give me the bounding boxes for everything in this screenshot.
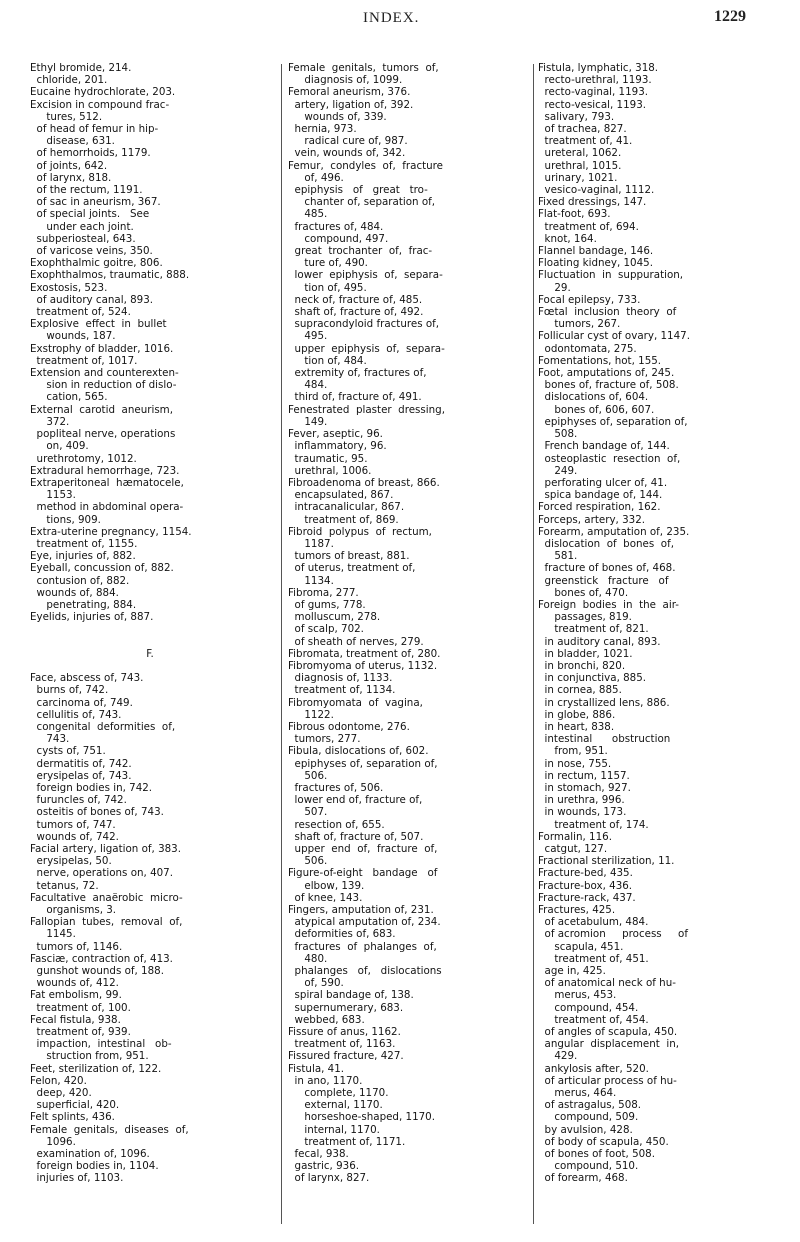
- index-entry: Fixed dressings, 147.: [538, 196, 647, 209]
- index-entry: [30, 636, 270, 648]
- index-entry: Extraperitoneal hæmatocele,: [30, 476, 184, 489]
- index-entry: 1153.: [30, 489, 76, 502]
- index-entry: internal, 1170.: [288, 1123, 380, 1136]
- index-entry: in bladder, 1021.: [538, 647, 633, 660]
- index-entry: Exstrophy of bladder, 1016.: [30, 342, 174, 355]
- index-entry: compound, 509.: [538, 1111, 639, 1124]
- index-entry: tumors of breast, 881.: [288, 550, 410, 563]
- index-entry: method in abdominal opera-: [30, 501, 184, 514]
- index-entry: treatment of, 100.: [30, 1001, 131, 1014]
- index-entry: of acromion process of: [538, 928, 688, 941]
- index-entry: 480.: [288, 952, 328, 965]
- index-entry: Fingers, amputation of, 231.: [288, 904, 434, 917]
- index-entry: of, 590.: [288, 977, 344, 990]
- index-entry: Focal epilepsy, 733.: [538, 293, 641, 306]
- index-entry: passages, 819.: [538, 611, 632, 624]
- index-entry: knot, 164.: [538, 232, 597, 245]
- index-entry: 372.: [30, 415, 70, 428]
- index-entry: tetanus, 72.: [30, 879, 99, 892]
- index-entry: burns of, 742.: [30, 684, 109, 697]
- index-entry: gastric, 936.: [288, 1160, 360, 1173]
- index-entry: in crystallized lens, 886.: [538, 696, 670, 709]
- index-entry: 506.: [288, 769, 328, 782]
- index-entry: Feet, sterilization of, 122.: [30, 1062, 162, 1075]
- index-entry: treatment of, 1134.: [288, 684, 396, 697]
- index-entry: urethral, 1015.: [538, 159, 622, 172]
- index-entry: 249.: [538, 464, 578, 477]
- index-entry: Facial artery, ligation of, 383.: [30, 842, 182, 855]
- index-entry: diagnosis of, 1133.: [288, 672, 393, 685]
- index-entry: salivary, 793.: [538, 110, 615, 123]
- index-entry: of astragalus, 508.: [538, 1099, 642, 1112]
- index-entry: 429.: [538, 1050, 578, 1063]
- index-entry: urinary, 1021.: [538, 171, 618, 184]
- index-entry: treatment of, 174.: [538, 818, 649, 831]
- index-entry: intestinal obstruction: [538, 733, 671, 746]
- index-entry: Fibroadenoma of breast, 866.: [288, 476, 440, 489]
- index-entry: 484.: [288, 379, 328, 392]
- index-entry: Female genitals, diseases of,: [30, 1123, 189, 1136]
- index-entry: vesico-vaginal, 1112.: [538, 184, 655, 197]
- index-entry: Follicular cyst of ovary, 1147.: [538, 330, 690, 343]
- index-entry: recto-vesical, 1193.: [538, 98, 647, 111]
- index-entry: atypical amputation of, 234.: [288, 916, 441, 929]
- index-entry: from, 951.: [538, 745, 608, 758]
- index-entry: fractures of, 506.: [288, 781, 384, 794]
- index-entry: Fomentations, hot, 155.: [538, 354, 662, 367]
- index-entry: tions, 909.: [30, 513, 101, 526]
- index-entry: External carotid aneurism,: [30, 403, 173, 416]
- index-entry: Forearm, amputation of, 235.: [538, 525, 690, 538]
- index-entry: of larynx, 827.: [288, 1172, 370, 1185]
- index-entry: treatment of, 454.: [538, 1013, 649, 1026]
- index-entry: of joints, 642.: [30, 159, 108, 172]
- index-entry: treatment of, 1017.: [30, 354, 138, 367]
- index-entry: 581.: [538, 550, 578, 563]
- index-entry: cellulitis of, 743.: [30, 708, 122, 721]
- index-entry: angular displacement in,: [538, 1038, 679, 1051]
- index-entry: of hemorrhoids, 1179.: [30, 147, 151, 160]
- index-entry: of varicose veins, 350.: [30, 245, 153, 258]
- index-entry: Forceps, artery, 332.: [538, 513, 646, 526]
- index-entry: Formalin, 116.: [538, 830, 612, 843]
- index-entry: Extradural hemorrhage, 723.: [30, 464, 180, 477]
- index-entry: dermatitis of, 742.: [30, 757, 132, 770]
- index-entry: [30, 623, 270, 635]
- index-entry: Fistula, lymphatic, 318.: [538, 62, 659, 74]
- index-entry: Fat embolism, 99.: [30, 989, 122, 1002]
- index-entry: elbow, 139.: [288, 879, 365, 892]
- index-entry: dislocation of bones of,: [538, 537, 674, 550]
- index-entry: epiphyses of, separation of,: [538, 415, 688, 428]
- index-entry: 508.: [538, 428, 578, 441]
- index-entry: in wounds, 173.: [538, 806, 627, 819]
- index-entry: nerve, operations on, 407.: [30, 867, 173, 880]
- index-entry: in urethra, 996.: [538, 794, 625, 807]
- index-entry: of uterus, treatment of,: [288, 562, 416, 575]
- index-entry: treatment of, 939.: [30, 1026, 131, 1038]
- index-entry: of larynx, 818.: [30, 171, 112, 184]
- index-entry: 149.: [288, 415, 328, 428]
- index-entry: epiphyses of, separation of,: [288, 757, 438, 770]
- index-entry: cysts of, 751.: [30, 745, 106, 758]
- index-entry: shaft of, fracture of, 507.: [288, 830, 424, 843]
- index-entry: in nose, 755.: [538, 757, 612, 770]
- index-entry: of the rectum, 1191.: [30, 184, 143, 197]
- index-entry: Fibromyoma of uterus, 1132.: [288, 659, 438, 672]
- index-entry: tumors, 267.: [538, 318, 621, 331]
- index-entry: ankylosis after, 520.: [538, 1062, 649, 1075]
- index-entry: of special joints. See: [30, 208, 150, 221]
- index-entry: Flat-foot, 693.: [538, 208, 611, 221]
- index-entry: Eyeball, concussion of, 882.: [30, 562, 174, 575]
- index-entry: Fibromyomata of vagina,: [288, 696, 423, 709]
- index-entry: Ethyl bromide, 214.: [30, 62, 132, 74]
- index-entry: tumors of, 1146.: [30, 940, 123, 953]
- index-entry: odontomata, 275.: [538, 342, 637, 355]
- index-entry: foreign bodies in, 742.: [30, 781, 153, 794]
- index-column-1: [30, 62, 270, 1185]
- index-entry: Figure-of-eight bandage of: [288, 867, 438, 880]
- index-entry: traumatic, 95.: [288, 452, 368, 465]
- index-entry: Fracture-rack, 437.: [538, 891, 636, 904]
- index-entry: horseshoe-shaped, 1170.: [288, 1111, 435, 1124]
- index-entry: intracanalicular, 867.: [288, 501, 405, 514]
- index-entry: deformities of, 683.: [288, 928, 396, 941]
- index-entry: dislocations of, 604.: [538, 391, 649, 404]
- index-entry: of gums, 778.: [288, 598, 366, 611]
- index-entry: Exophthalmic goitre, 806.: [30, 257, 163, 270]
- index-entry: superficial, 420.: [30, 1099, 120, 1112]
- index-entry: fractures of phalanges of,: [288, 940, 437, 953]
- index-entry: osteoplastic resection of,: [538, 452, 681, 465]
- index-entry: shaft of, fracture of, 492.: [288, 306, 424, 319]
- index-entry: of articular process of hu-: [538, 1074, 677, 1087]
- index-entry: treatment of, 694.: [538, 220, 639, 233]
- index-entry: wounds of, 742.: [30, 830, 119, 843]
- index-entry: in ano, 1170.: [288, 1074, 363, 1087]
- index-entry: tion of, 495.: [288, 281, 367, 294]
- index-entry: wounds, 187.: [30, 330, 116, 343]
- index-entry: by avulsion, 428.: [538, 1123, 633, 1136]
- index-entry: Extension and counterexten-: [30, 367, 179, 380]
- index-entry: French bandage of, 144.: [538, 440, 670, 453]
- index-entry: Exophthalmos, traumatic, 888.: [30, 269, 190, 282]
- index-entry: spiral bandage of, 138.: [288, 989, 414, 1002]
- index-entry: Face, abscess of, 743.: [30, 672, 144, 685]
- index-entry: artery, ligation of, 392.: [288, 98, 414, 111]
- running-header-title: INDEX.: [363, 10, 420, 26]
- index-entry: 1096.: [30, 1135, 76, 1148]
- index-entry: of acetabulum, 484.: [538, 916, 649, 929]
- index-entry: lower epiphysis of, separa-: [288, 269, 443, 282]
- index-entry: complete, 1170.: [288, 1087, 389, 1100]
- index-entry: wounds of, 339.: [288, 110, 387, 123]
- index-entry: epiphysis of great tro-: [288, 184, 428, 197]
- column-divider: [281, 64, 282, 1224]
- index-entry: Felt splints, 436.: [30, 1111, 115, 1124]
- index-entry: compound, 510.: [538, 1160, 639, 1173]
- index-column-2: [288, 62, 528, 1185]
- index-entry: fracture of bones of, 468.: [538, 562, 676, 575]
- index-entry: injuries of, 1103.: [30, 1172, 124, 1185]
- index-entry: Eyelids, injuries of, 887.: [30, 611, 154, 624]
- index-entry: vein, wounds of, 342.: [288, 147, 406, 160]
- index-entry: Fractional sterilization, 11.: [538, 855, 675, 868]
- index-entry: gunshot wounds of, 188.: [30, 964, 164, 977]
- index-entry: Eucaine hydrochlorate, 203.: [30, 86, 176, 99]
- index-entry: chloride, 201.: [30, 74, 108, 87]
- index-entry: furuncles of, 742.: [30, 794, 127, 807]
- index-entry: Excision in compound frac-: [30, 98, 170, 111]
- index-entry: treatment of, 1163.: [288, 1038, 396, 1051]
- index-entry: Fœtal inclusion theory of: [538, 306, 677, 319]
- index-entry: of head of femur in hip-: [30, 123, 159, 136]
- index-entry: recto-urethral, 1193.: [538, 74, 652, 87]
- index-entry: Fissure of anus, 1162.: [288, 1026, 401, 1039]
- index-entry: external, 1170.: [288, 1099, 383, 1112]
- index-entry: tures, 512.: [30, 110, 103, 123]
- index-entry: of auditory canal, 893.: [30, 293, 154, 306]
- index-entry: Fractures, 425.: [538, 904, 616, 917]
- index-entry: treatment of, 451.: [538, 952, 649, 965]
- index-entry: tumors of, 747.: [30, 818, 116, 831]
- index-entry: greenstick fracture of: [538, 574, 669, 587]
- index-entry: of knee, 143.: [288, 891, 363, 904]
- index-entry: penetrating, 884.: [30, 598, 137, 611]
- index-entry: Female genitals, tumors of,: [288, 62, 439, 74]
- index-entry: congenital deformities of,: [30, 720, 176, 733]
- index-entry: wounds of, 412.: [30, 977, 119, 990]
- index-entry: bones of, fracture of, 508.: [538, 379, 679, 392]
- index-entry: on, 409.: [30, 440, 89, 453]
- index-entry: molluscum, 278.: [288, 611, 381, 624]
- index-entry: 485.: [288, 208, 328, 221]
- index-entry: extremity of, fractures of,: [288, 367, 427, 380]
- index-entry: 495.: [288, 330, 328, 343]
- index-entry: scapula, 451.: [538, 940, 624, 953]
- index-entry: of scalp, 702.: [288, 623, 364, 636]
- index-entry: in cornea, 885.: [538, 684, 622, 697]
- index-entry: Fibula, dislocations of, 602.: [288, 745, 429, 758]
- index-entry: struction from, 951.: [30, 1050, 149, 1063]
- index-entry: upper epiphysis of, separa-: [288, 342, 445, 355]
- index-entry: 1134.: [288, 574, 334, 587]
- index-entry: phalanges of, dislocations: [288, 965, 442, 978]
- index-entry: treatment of, 1171.: [288, 1135, 406, 1148]
- index-entry: subperiosteal, 643.: [30, 232, 136, 245]
- index-entry: in heart, 838.: [538, 720, 615, 733]
- index-entry: merus, 453.: [538, 989, 617, 1002]
- index-entry: organisms, 3.: [30, 903, 117, 916]
- index-entry: Fibrous odontome, 276.: [288, 720, 410, 733]
- index-entry: upper end of, fracture of,: [288, 843, 438, 855]
- index-entry: of sheath of nerves, 279.: [288, 635, 424, 648]
- index-entry: great trochanter of, frac-: [288, 245, 433, 258]
- index-entry: deep, 420.: [30, 1087, 92, 1100]
- index-entry: erysipelas of, 743.: [30, 769, 132, 782]
- index-entry: sion in reduction of dislo-: [30, 379, 177, 392]
- index-entry: treatment of, 524.: [30, 306, 131, 319]
- index-entry: contusion of, 882.: [30, 574, 130, 587]
- index-entry: Fibroma, 277.: [288, 586, 359, 599]
- index-entry: Extra-uterine pregnancy, 1154.: [30, 525, 192, 538]
- index-entry: in globe, 886.: [538, 708, 616, 721]
- index-entry: 507.: [288, 806, 328, 819]
- index-entry: hernia, 973.: [288, 123, 357, 136]
- index-entry: Fibromata, treatment of, 280.: [288, 647, 441, 660]
- index-entry: tion of, 484.: [288, 354, 367, 367]
- index-entry: fractures of, 484.: [288, 220, 384, 233]
- index-entry: treatment of, 41.: [538, 135, 633, 148]
- index-entry: urethral, 1006.: [288, 464, 372, 477]
- index-entry: erysipelas, 50.: [30, 855, 112, 868]
- index-entry: Fistula, 41.: [288, 1062, 345, 1075]
- index-entry: supracondyloid fractures of,: [288, 318, 440, 331]
- index-entry: Fluctuation in suppuration,: [538, 269, 684, 282]
- index-entry: 743.: [30, 733, 70, 746]
- index-entry: 1122.: [288, 708, 334, 721]
- index-entry: examination of, 1096.: [30, 1148, 150, 1161]
- index-entry: Fracture-box, 436.: [538, 879, 633, 892]
- index-entry: Fasciæ, contraction of, 413.: [30, 952, 173, 965]
- index-entry: merus, 464.: [538, 1087, 617, 1100]
- index-entry: ureteral, 1062.: [538, 147, 622, 160]
- index-entry: webbed, 683.: [288, 1013, 365, 1026]
- section-letter: F.: [146, 647, 154, 660]
- index-entry: 506.: [288, 855, 328, 868]
- index-entry: chanter of, separation of,: [288, 196, 436, 209]
- index-entry: wounds of, 884.: [30, 586, 119, 599]
- index-entry: 1187.: [288, 537, 334, 550]
- index-entry: in bronchi, 820.: [538, 659, 626, 672]
- index-entry: lower end of, fracture of,: [288, 794, 423, 807]
- index-entry: Fibroid polypus of rectum,: [288, 525, 432, 538]
- index-entry: osteitis of bones of, 743.: [30, 806, 164, 819]
- index-entry: Fallopian tubes, removal of,: [30, 916, 183, 929]
- index-entry: Exostosis, 523.: [30, 281, 108, 294]
- index-entry: catgut, 127.: [538, 843, 608, 855]
- index-entry: Explosive effect in bullet: [30, 318, 167, 331]
- index-entry: of bones of foot, 508.: [538, 1148, 656, 1161]
- index-entry: urethrotomy, 1012.: [30, 452, 137, 465]
- index-entry: encapsulated, 867.: [288, 489, 394, 502]
- index-entry: popliteal nerve, operations: [30, 428, 176, 441]
- index-entry: Facultative anaërobic micro-: [30, 891, 183, 904]
- index-entry: cation, 565.: [30, 391, 108, 404]
- index-entry: tumors, 277.: [288, 733, 361, 746]
- column-divider: [533, 64, 534, 1224]
- index-entry: Fracture-bed, 435.: [538, 867, 633, 880]
- index-entry: in rectum, 1157.: [538, 769, 630, 782]
- index-entry: resection of, 655.: [288, 818, 385, 831]
- index-entry: Femoral aneurism, 376.: [288, 86, 411, 99]
- index-entry: bones of, 606, 607.: [538, 403, 655, 416]
- index-column-3: [538, 62, 778, 1185]
- index-entry: diagnosis of, 1099.: [288, 74, 403, 87]
- index-entry: Fissured fracture, 427.: [288, 1050, 404, 1063]
- index-entry: Fever, aseptic, 96.: [288, 428, 383, 441]
- index-entry: disease, 631.: [30, 135, 115, 148]
- index-entry: Fecal fistula, 938.: [30, 1013, 121, 1026]
- index-entry: compound, 497.: [288, 232, 389, 245]
- index-entry: recto-vaginal, 1193.: [538, 86, 649, 99]
- index-entry: Flannel bandage, 146.: [538, 245, 654, 258]
- index-entry: [30, 660, 270, 672]
- index-entry: Fenestrated plaster dressing,: [288, 403, 445, 416]
- index-entry: 29.: [538, 281, 571, 294]
- index-entry: foreign bodies in, 1104.: [30, 1160, 159, 1173]
- index-entry: Eye, injuries of, 882.: [30, 550, 136, 563]
- index-entry: of angles of scapula, 450.: [538, 1026, 678, 1039]
- index-entry: third of, fracture of, 491.: [288, 391, 422, 404]
- index-entry: in stomach, 927.: [538, 781, 631, 794]
- index-entry: impaction, intestinal ob-: [30, 1038, 172, 1051]
- index-entry: 1145.: [30, 928, 76, 941]
- index-entry: of forearm, 468.: [538, 1172, 628, 1185]
- index-entry: Felon, 420.: [30, 1074, 87, 1087]
- index-entry: bones of, 470.: [538, 586, 629, 599]
- index-entry: fecal, 938.: [288, 1148, 349, 1161]
- index-entry: perforating ulcer of, 41.: [538, 476, 668, 489]
- index-entry: inflammatory, 96.: [288, 440, 387, 453]
- index-entry: neck of, fracture of, 485.: [288, 293, 423, 306]
- index-entry: Foreign bodies in the air-: [538, 598, 679, 611]
- index-entry: Femur, condyles of, fracture: [288, 159, 444, 172]
- index-entry: spica bandage of, 144.: [538, 489, 663, 502]
- index-entry: under each joint.: [30, 220, 134, 233]
- index-entry: radical cure of, 987.: [288, 135, 408, 148]
- index-entry: compound, 454.: [538, 1001, 639, 1014]
- index-entry: in conjunctiva, 885.: [538, 672, 647, 685]
- page-number: 1229: [714, 8, 746, 25]
- index-entry: Forced respiration, 162.: [538, 501, 661, 514]
- index-entry: treatment of, 821.: [538, 623, 649, 636]
- index-entry: of body of scapula, 450.: [538, 1135, 669, 1148]
- index-entry: Floating kidney, 1045.: [538, 257, 653, 270]
- index-entry: carcinoma of, 749.: [30, 696, 133, 709]
- index-entry: ture of, 490.: [288, 257, 368, 270]
- index-entry: of, 496.: [288, 171, 344, 184]
- index-entry: in auditory canal, 893.: [538, 635, 661, 648]
- index-entry: of sac in aneurism, 367.: [30, 196, 161, 209]
- index-entry: supernumerary, 683.: [288, 1001, 404, 1014]
- index-entry: of trachea, 827.: [538, 123, 627, 136]
- index-entry: of anatomical neck of hu-: [538, 977, 676, 990]
- index-entry: age in, 425.: [538, 965, 606, 978]
- index-entry: treatment of, 869.: [288, 513, 399, 526]
- index-entry: Foot, amputations of, 245.: [538, 367, 675, 380]
- index-entry: treatment of, 1155.: [30, 537, 138, 550]
